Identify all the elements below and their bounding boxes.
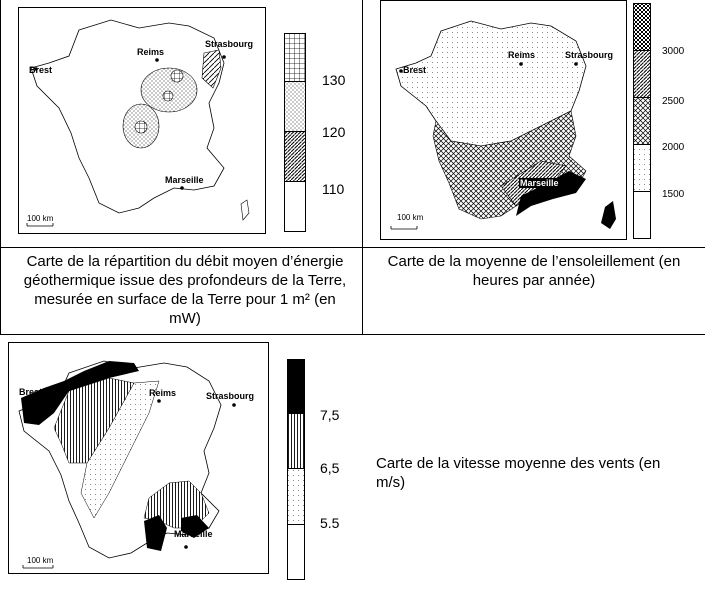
city-dot-reims	[157, 399, 161, 403]
wind-legend-5-5: 5.5	[320, 515, 340, 531]
geothermal-map	[18, 7, 266, 234]
grid-bottom-line	[0, 334, 705, 335]
city-label-strasbourg: Strasbourg	[565, 50, 614, 60]
sunshine-legend	[633, 3, 651, 239]
scale-bar-label: 100 km	[27, 214, 54, 223]
grid-middle-vertical	[362, 0, 363, 334]
city-label-reims: Reims	[137, 47, 165, 57]
wind-legend-7-5: 7,5	[320, 407, 340, 423]
sunshine-caption: Carte de la moyenne de l’ensoleillement (en heures par année)	[387, 253, 681, 289]
grid-spot-3	[135, 121, 147, 133]
city-dot-strasbourg	[222, 55, 226, 59]
grid-spot-1	[171, 70, 183, 82]
corsica	[241, 200, 249, 220]
geothermal-legend-120: 120	[322, 124, 346, 140]
sunshine-map	[380, 0, 627, 240]
city-label-marseille: Marseille	[520, 178, 559, 188]
city-label-strasbourg: Strasbourg	[206, 391, 255, 401]
scale-bar-line	[391, 226, 417, 229]
geothermal-legend-110: 110	[322, 181, 345, 197]
dotted-zone-north	[141, 68, 197, 112]
city-dot-reims	[519, 62, 523, 66]
sunshine-legend-2500: 2500	[662, 96, 685, 107]
scale-bar-label: 100 km	[397, 213, 424, 222]
wind-map	[8, 342, 269, 574]
scale-bar-line	[23, 565, 53, 568]
city-label-brest: Brest	[19, 387, 43, 397]
city-label-marseille: Marseille	[174, 529, 213, 539]
city-dot-strasbourg	[232, 403, 236, 407]
geothermal-caption: Carte de la répartition du débit moyen d’énergie géothermique issue des profondeurs de la Terre, mesurée en surface de la Terre pour 1 m² (en mW)	[23, 253, 347, 327]
grid-top-left	[0, 0, 1, 334]
city-label-strasbourg: Strasbourg	[205, 39, 254, 49]
city-label-brest: Brest	[29, 65, 53, 75]
wind-legend-6-5: 6,5	[320, 460, 340, 476]
city-dot-marseille	[184, 545, 188, 549]
scale-bar-label: 100 km	[27, 556, 54, 565]
scale-bar-line	[27, 223, 53, 226]
wind-legend	[287, 359, 305, 580]
wind-caption: Carte de la vitesse moyenne des vents (en m/s)	[376, 455, 661, 491]
sunshine-legend-1500: 1500	[662, 189, 685, 200]
city-label-brest: Brest	[403, 65, 427, 75]
city-dot-marseille	[180, 186, 184, 190]
city-label-marseille: Marseille	[165, 175, 204, 185]
sunshine-legend-3000: 3000	[662, 46, 685, 57]
city-dot-strasbourg	[574, 62, 578, 66]
corsica-dark	[601, 201, 616, 229]
sunshine-legend-2000: 2000	[662, 142, 685, 153]
city-label-reims: Reims	[149, 388, 177, 398]
geothermal-legend	[284, 33, 306, 232]
geothermal-legend-130: 130	[322, 72, 346, 88]
city-dot-reims	[155, 58, 159, 62]
city-label-reims: Reims	[508, 50, 536, 60]
grid-spot-2	[163, 91, 173, 101]
grid-row-line	[0, 247, 705, 248]
